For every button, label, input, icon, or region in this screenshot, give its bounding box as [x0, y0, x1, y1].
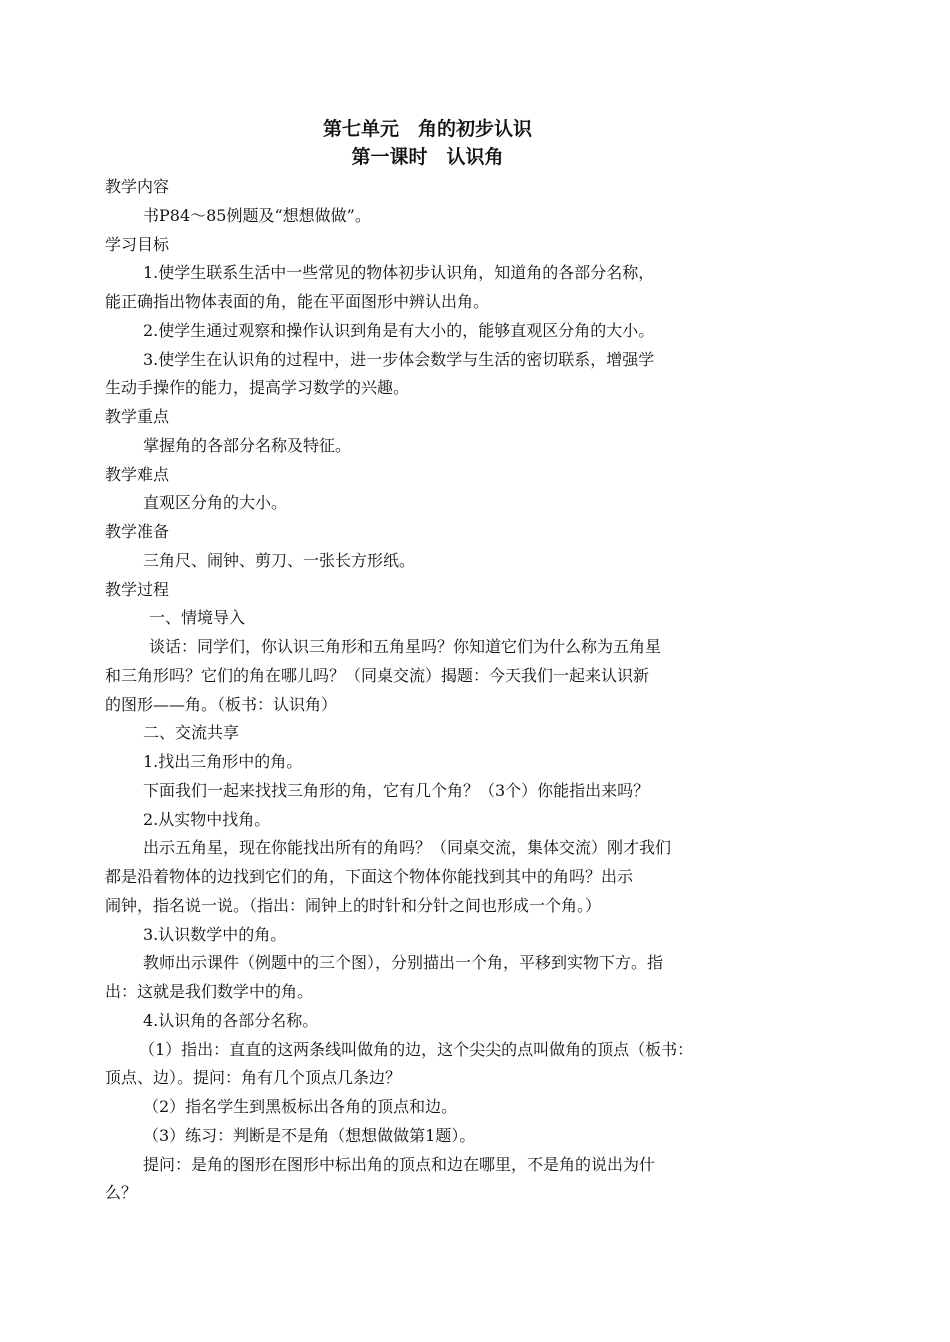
text-line: 出示五角星，现在你能找出所有的角吗？（同桌交流，集体交流）刚才我们 — [143, 838, 672, 858]
text-line: 出：这就是我们数学中的角。 — [105, 982, 314, 1001]
text-line: 提问：是角的图形在图形中标出角的顶点和边在哪里，不是角的说出为什 — [143, 1154, 656, 1174]
text-line: 1.使学生联系生活中一些常见的物体初步认识角，知道角的各部分名称， — [143, 263, 655, 283]
text-line: 教师出示课件（例题中的三个图），分别描出一个角，平移到实物下方。指 — [143, 953, 664, 973]
text-line: 下面我们一起来找找三角形的角，它有几个角？（3个）你能指出来吗？ — [143, 780, 650, 800]
text-line: 教学重点 — [105, 407, 170, 426]
text-line: 2.从实物中找角。 — [143, 809, 271, 829]
text-line: 教学过程 — [105, 579, 170, 599]
text-line: 么？ — [105, 1183, 138, 1203]
text-line: 三角尺、闹钟、剪刀、一张长方形纸。 — [143, 550, 416, 570]
document-body — [105, 173, 753, 1208]
text-line: 和三角形吗？它们的角在哪儿吗？（同桌交流）揭题：今天我们一起来认识新 — [105, 665, 650, 685]
text-line: 的图形——角。（板书：认识角） — [105, 694, 338, 714]
unit-title: 第七单元 角的初步认识 — [322, 118, 532, 140]
text-line: 1.找出三角形中的角。 — [143, 752, 303, 771]
text-line: 教学准备 — [105, 522, 170, 541]
text-line: 谈话：同学们，你认识三角形和五角星吗？你知道它们为什么称为五角星 — [149, 637, 662, 656]
text-line: （1）指出：直直的这两条线叫做角的边，这个尖尖的点叫做角的顶点（板书： — [139, 1039, 694, 1059]
text-line: 书P84～85例题及“想想做做”。 — [143, 205, 371, 225]
text-line: 闹钟，指名说一说。（指出：闹钟上的时针和分针之间也形成一个角。） — [105, 895, 602, 915]
text-line: 2.使学生通过观察和操作认识到角是有大小的，能够直观区分角的大小。 — [143, 320, 655, 340]
text-line: 3.使学生在认识角的过程中，进一步体会数学与生活的密切联系，增强学 — [143, 349, 655, 369]
text-line: 一、情境导入 — [149, 608, 246, 628]
text-line: 顶点、边）。提问：角有几个顶点几条边？ — [105, 1068, 402, 1088]
text-line: 都是沿着物体的边找到它们的角，下面这个物体你能找到其中的角吗？出示 — [105, 867, 634, 886]
text-line: 学习目标 — [105, 234, 170, 254]
text-line: 掌握角的各部分名称及特征。 — [143, 435, 352, 455]
text-line: 教学难点 — [105, 464, 170, 484]
text-line: 4.认识角的各部分名称。 — [143, 1010, 319, 1030]
text-line: 二、交流共享 — [143, 723, 240, 743]
text-line: （2）指名学生到黑板标出各角的顶点和边。 — [143, 1097, 458, 1116]
lesson-title: 第一课时 认识角 — [351, 146, 504, 168]
text-line: 3.认识数学中的角。 — [143, 924, 287, 944]
text-line: 直观区分角的大小。 — [143, 493, 288, 513]
text-line: 生动手操作的能力，提高学习数学的兴趣。 — [105, 378, 410, 398]
text-line: （3）练习：判断是不是角（想想做做第1题）。 — [143, 1125, 476, 1145]
text-line: 能正确指出物体表面的角，能在平面图形中辨认出角。 — [105, 292, 490, 311]
text-line: 教学内容 — [105, 177, 170, 196]
